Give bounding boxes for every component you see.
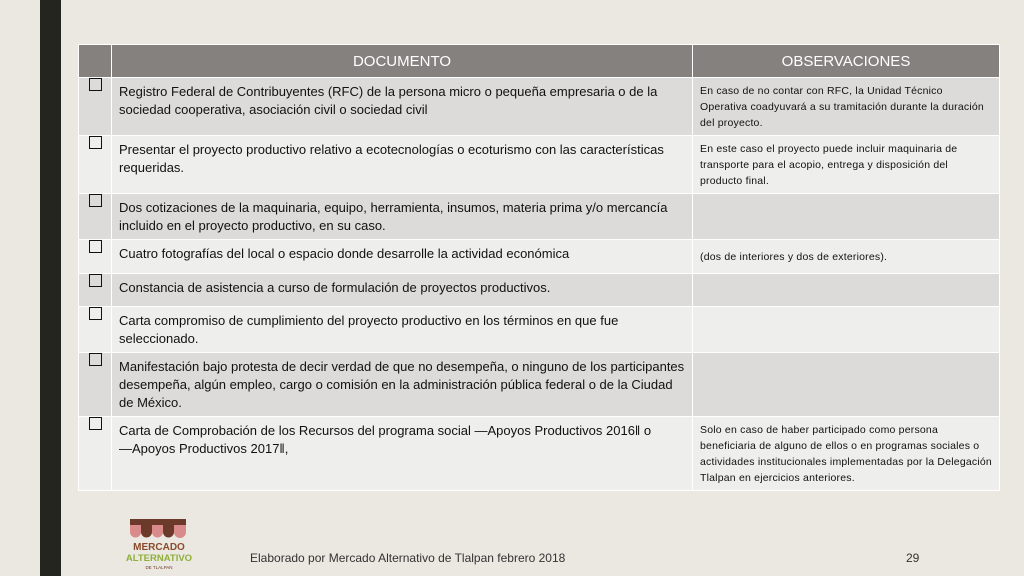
awning-icon — [130, 519, 186, 538]
document-column-header: DOCUMENTO — [112, 45, 693, 78]
table-row — [79, 136, 1000, 194]
checkbox-cell[interactable] — [79, 136, 112, 194]
checkbox-icon[interactable] — [89, 78, 102, 91]
checkbox-icon[interactable] — [89, 136, 102, 149]
observation-cell — [693, 353, 1000, 417]
observations-column-header: OBSERVACIONES — [693, 45, 1000, 78]
table-row — [79, 307, 1000, 353]
observation-cell — [693, 307, 1000, 353]
observation-cell — [693, 274, 1000, 307]
checkbox-icon[interactable] — [89, 307, 102, 320]
checkbox-cell[interactable] — [79, 194, 112, 240]
checkbox-cell[interactable] — [79, 78, 112, 136]
document-cell: Presentar el proyecto productivo relativo a ecotecnologías o ecoturismo con las características requeridas. — [112, 136, 693, 194]
page-number: 29 — [906, 551, 920, 565]
checkbox-icon[interactable] — [89, 240, 102, 253]
observation-cell: Solo en caso de haber participado como persona beneficiaria de alguno de ellos o en programas sociales o actividades institucionales implementadas por la Delegación Tlalpan en ejercicios anteriores. — [693, 417, 1000, 491]
logo-line-1: MERCADO — [133, 542, 185, 553]
table-row — [79, 353, 1000, 417]
document-cell: Dos cotizaciones de la maquinaria, equipo, herramienta, insumos, materia prima y/o mercancía incluido en el proyecto productivo, en su caso. — [112, 194, 693, 240]
observation-cell — [693, 194, 1000, 240]
document-cell: Cuatro fotografías del local o espacio donde desarrolle la actividad económica — [112, 240, 693, 274]
document-cell: Carta compromiso de cumplimiento del proyecto productivo en los términos en que fue seleccionado. — [112, 307, 693, 353]
table-row — [79, 194, 1000, 240]
document-cell: Constancia de asistencia a curso de formulación de proyectos productivos. — [112, 274, 693, 307]
decorative-left-bar — [40, 0, 61, 576]
checkbox-icon[interactable] — [89, 194, 102, 207]
table-header-row — [79, 45, 1000, 78]
logo-line-2: ALTERNATIVO — [125, 553, 193, 564]
table-row — [79, 78, 1000, 136]
table-row — [79, 240, 1000, 274]
footer-credit: Elaborado por Mercado Alternativo de Tlalpan febrero 2018 — [250, 551, 566, 565]
checkbox-cell[interactable] — [79, 353, 112, 417]
requirements-table — [78, 44, 1000, 491]
table-row — [79, 417, 1000, 491]
checkbox-cell[interactable] — [79, 240, 112, 274]
mercado-alternativo-logo — [122, 513, 196, 573]
observation-cell: En caso de no contar con RFC, la Unidad Técnico Operativa coadyuvará a su tramitación durante la duración del proyecto. — [693, 78, 1000, 136]
document-cell: Registro Federal de Contribuyentes (RFC) de la persona micro o pequeña empresaria o de la sociedad cooperativa, asociación civil o sociedad civil — [112, 78, 693, 136]
logo-line-3: DE TLALPAN — [145, 565, 173, 570]
checkbox-icon[interactable] — [89, 417, 102, 430]
checkbox-icon[interactable] — [89, 274, 102, 287]
checkbox-cell[interactable] — [79, 417, 112, 491]
document-cell: Carta de Comprobación de los Recursos del programa social ―Apoyos Productivos 2016‖ o ―Apoyos Productivos 2017‖, — [112, 417, 693, 491]
document-cell: Manifestación bajo protesta de decir verdad de que no desempeña, o ninguno de los participantes desempeña, algún empleo, cargo o comisión en la administración pública federal o de la Ciudad de México. — [112, 353, 693, 417]
observation-cell: (dos de interiores y dos de exteriores). — [693, 240, 1000, 274]
checkbox-cell[interactable] — [79, 307, 112, 353]
checkbox-icon[interactable] — [89, 353, 102, 366]
observation-cell: En este caso el proyecto puede incluir maquinaria de transporte para el acopio, entrega y disposición del producto final. — [693, 136, 1000, 194]
table-row — [79, 274, 1000, 307]
checkbox-cell[interactable] — [79, 274, 112, 307]
checkbox-column-header — [79, 45, 112, 78]
